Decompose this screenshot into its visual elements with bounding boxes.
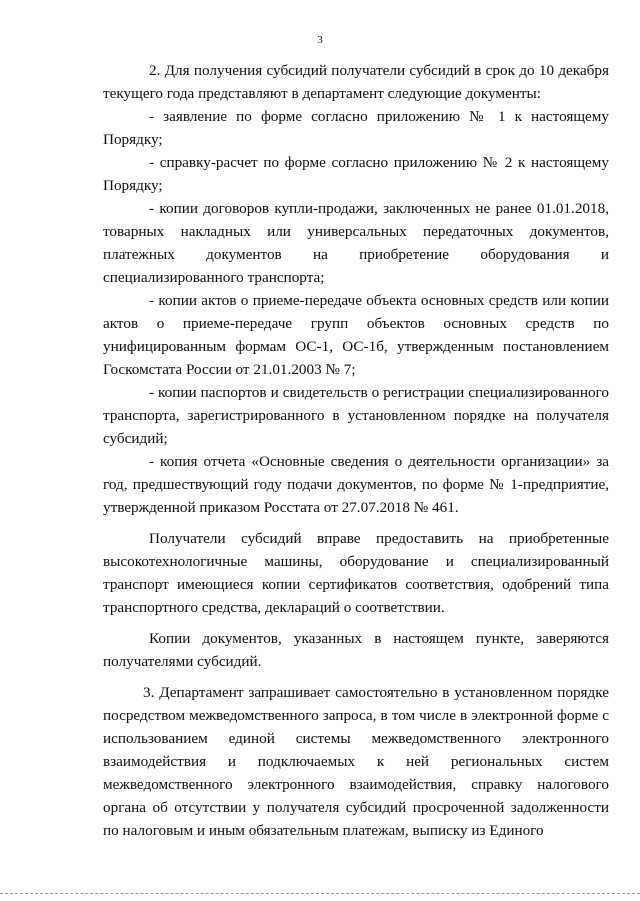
paragraph-certificates: Получатели субсидий вправе предоставить на приобретенные высокотехнологичные машины, оборудование и специализированный транспорт имеющиеся копии сертификатов соответствия, одобрений типа транспортного средства, деклараций о соответствии.	[103, 530, 609, 616]
paragraph-copies-certified: Копии документов, указанных в настоящем пункте, заверяются получателями субсидий.	[103, 630, 609, 670]
list-item-application: - заявление по форме согласно приложению № 1 к настоящему Порядку;	[103, 108, 609, 148]
list-item-calculation: - справку-расчет по форме согласно приложению № 2 к настоящему Порядку;	[103, 154, 609, 194]
scan-edge-divider	[0, 893, 640, 894]
paragraph-item-2: 2. Для получения субсидий получатели субсидий в срок до 10 декабря текущего года представляют в департамент следующие документы:	[103, 62, 609, 102]
paragraph-item-3: 3. Департамент запрашивает самостоятельно в установленном порядке посредством межведомственного запроса, в том числе в электронной форме с использованием единой системы межведомственного электронного взаимодействия и подключаемых к ней региональных систем межведомственного электронного взаимодействия, справку налогового органа об отсутствии у получателя субсидий просроченной задолженности по налоговым и иным обязательным платежам, выписку из Единого	[103, 684, 609, 839]
list-item-passports: - копии паспортов и свидетельств о регистрации специализированного транспорта, зарегистрированного в установленном порядке на получателя субсидий;	[103, 384, 609, 447]
list-item-contracts: - копии договоров купли-продажи, заключенных не ранее 01.01.2018, товарных накладных или универсальных передаточных документов, платежных документов на приобретение оборудования и специализированного транспорта;	[103, 200, 609, 286]
page-number: 3	[317, 34, 323, 46]
list-item-report: - копия отчета «Основные сведения о деятельности организации» за год, предшествующий году подачи документов, по форме № 1-предприятие, утвержденной приказом Росстата от 27.07.2018 № 461.	[103, 453, 609, 516]
list-item-acts: - копии актов о приеме-передаче объекта основных средств или копии актов о приеме-передаче групп объектов основных средств по унифицированным формам ОС-1, ОС-1б, утвержденным постановлением Госкомстата России от 21.01.2003 № 7;	[103, 292, 609, 378]
document-body	[103, 59, 609, 842]
